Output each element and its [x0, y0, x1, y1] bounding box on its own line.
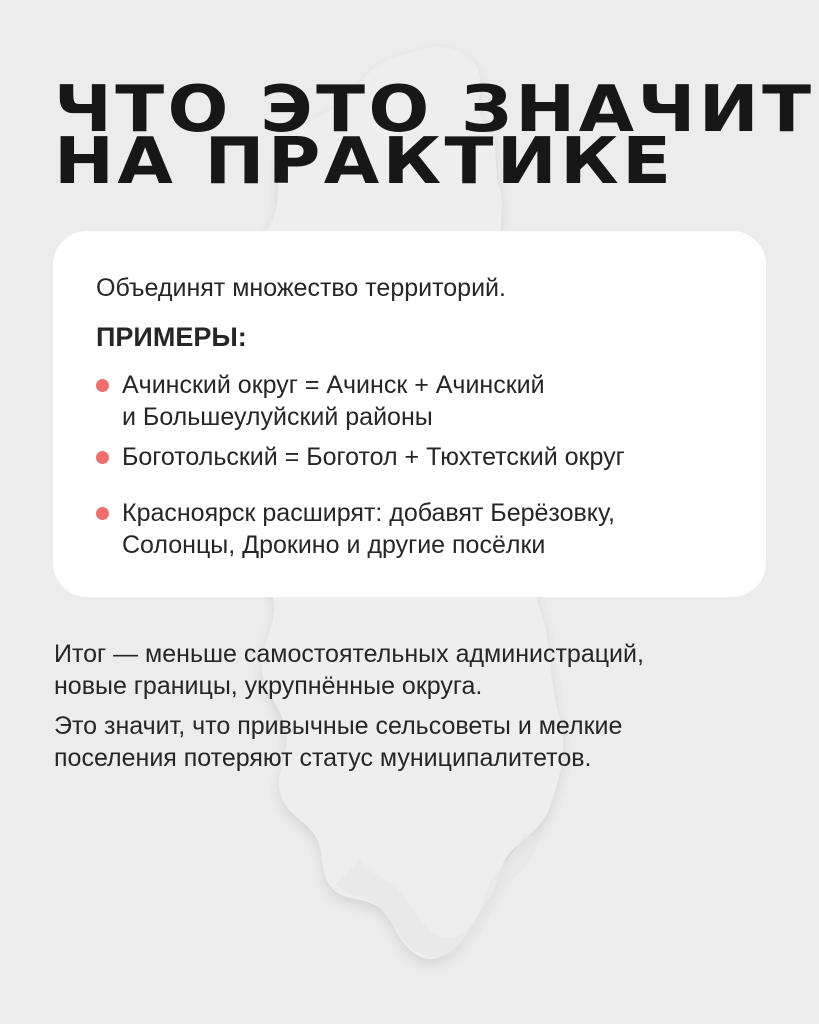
example-item	[96, 441, 625, 473]
title-line-1: ЧТО ЭТО ЗНАЧИТ	[54, 73, 815, 147]
example-text-line: Ачинский округ = Ачинск + Ачинский	[122, 371, 545, 399]
conclusion-paragraph	[54, 710, 622, 774]
bullet-dot-icon	[96, 379, 109, 392]
title-line-2: НА ПРАКТИКЕ	[54, 125, 675, 199]
example-text-line: и Большеулуйский районы	[122, 403, 433, 431]
example-item	[96, 497, 615, 561]
conclusion-line: поселения потеряют статус муниципалитетов.	[54, 744, 592, 772]
example-text-line: Красноярск расширят: добавят Берёзовку,	[122, 499, 615, 527]
summary-line: новые границы, укрупнённые округа.	[54, 672, 483, 700]
example-text-line: Солонцы, Дрокино и другие посёлки	[122, 531, 546, 559]
example-item	[96, 369, 545, 433]
conclusion-line: Это значит, что привычные сельсоветы и мелкие	[54, 712, 623, 740]
summary-line: Итог — меньше самостоятельных администраций,	[54, 640, 644, 668]
summary-paragraph	[54, 638, 644, 702]
page-title	[54, 73, 815, 199]
examples-card	[53, 231, 766, 597]
bullet-dot-icon	[96, 507, 109, 520]
card-intro-text: Объединят множество территорий.	[96, 274, 506, 302]
examples-heading: ПРИМЕРЫ:	[96, 322, 247, 352]
example-text-line: Боготольский = Боготол + Тюхтетский округ	[122, 443, 625, 471]
bullet-dot-icon	[96, 451, 109, 464]
